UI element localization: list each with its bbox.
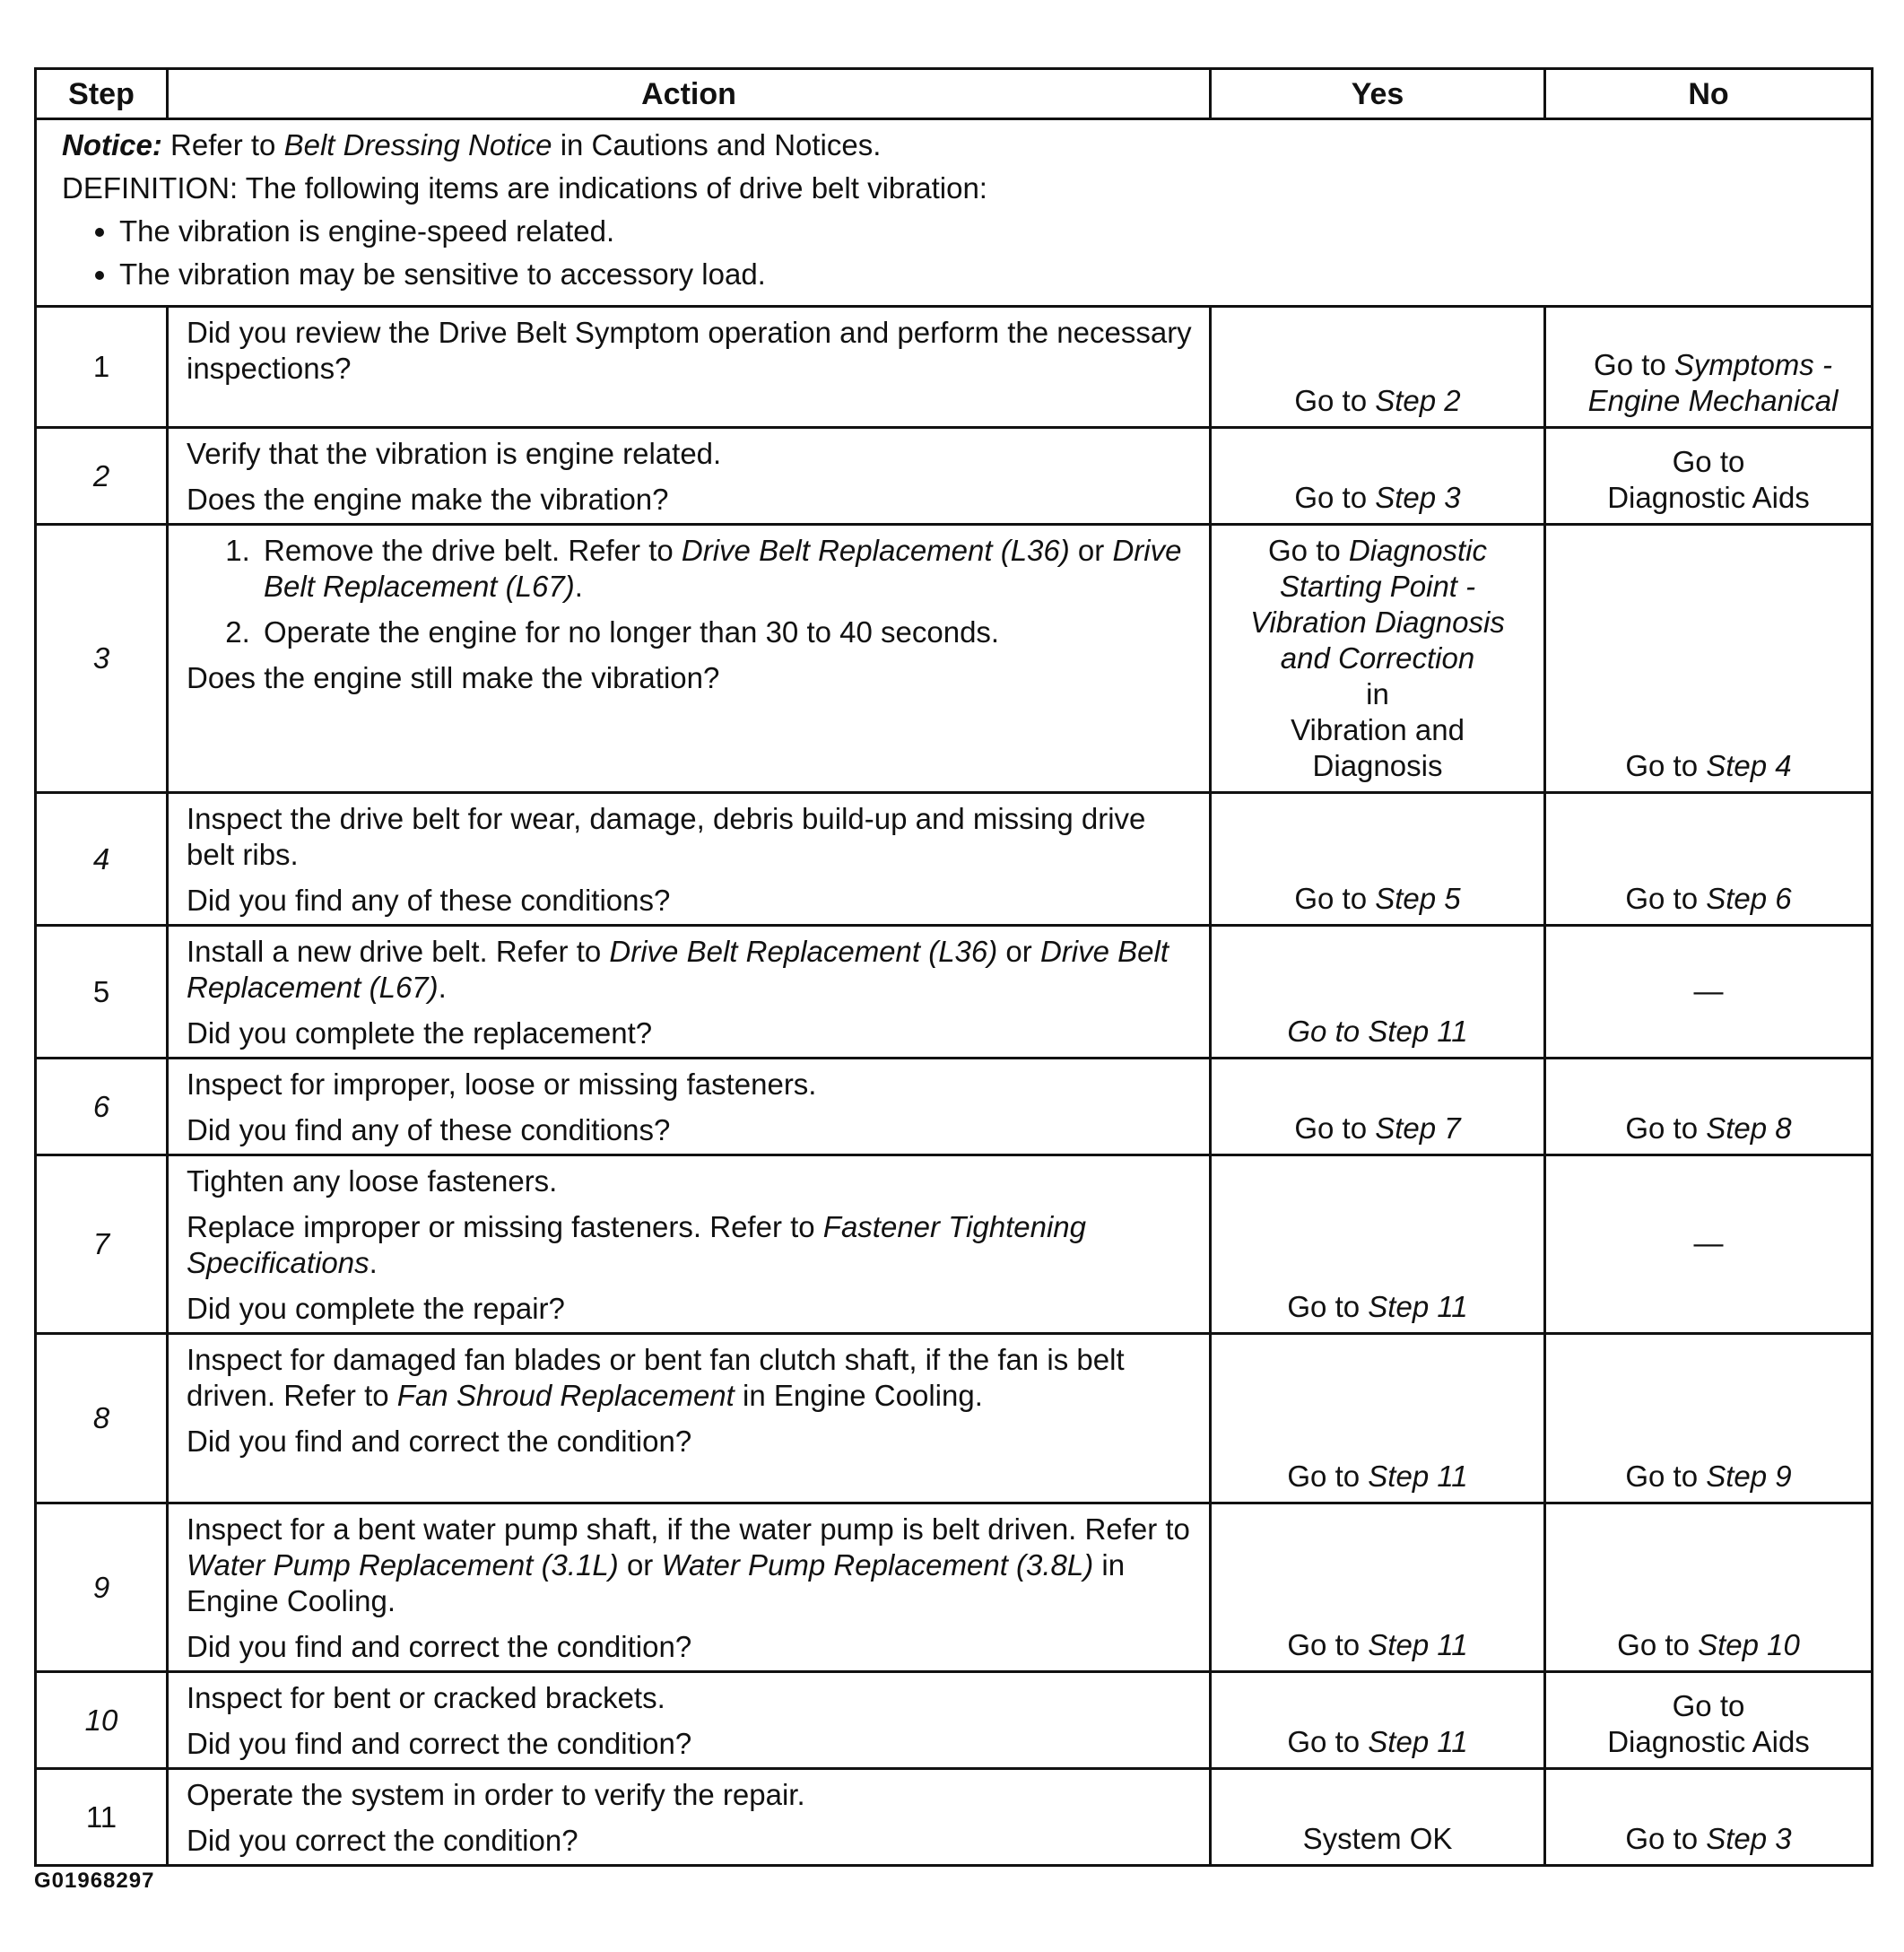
- step-number: 3: [36, 525, 168, 793]
- action-question: Does the engine make the vibration?: [187, 483, 669, 516]
- table-row: [36, 1155, 1873, 1334]
- list-item: 2. Operate the engine for no longer than 30 to 40 seconds.: [258, 614, 1193, 650]
- bullet-item: • The vibration may be sensitive to accessory load.: [119, 257, 1853, 292]
- notice-row: [36, 119, 1873, 307]
- yes-link[interactable]: Step 11: [1368, 1725, 1468, 1758]
- yes-text: Go to: [1294, 481, 1376, 514]
- step-number: 6: [36, 1059, 168, 1155]
- action-text: Operate the system in order to verify the repair.: [187, 1778, 805, 1811]
- table-row: [36, 1503, 1873, 1672]
- action-text-part: in Engine Cooling.: [734, 1379, 983, 1412]
- notice-label: Notice:: [62, 128, 162, 161]
- diagnostic-table: [34, 67, 1874, 1867]
- no-cell: [1545, 525, 1873, 793]
- no-link[interactable]: Step 9: [1706, 1460, 1792, 1493]
- yes-text: Vibration and: [1291, 713, 1465, 746]
- definition-bullets: [62, 214, 1853, 292]
- notice-text: Refer to: [161, 128, 284, 161]
- action-text-part: .: [438, 971, 447, 1004]
- no-text: Go to: [1617, 1628, 1699, 1661]
- no-text: Go to: [1625, 1822, 1707, 1855]
- yes-link[interactable]: Step 7: [1375, 1111, 1461, 1145]
- no-cell: [1545, 793, 1873, 926]
- no-link[interactable]: Step 4: [1706, 749, 1792, 782]
- no-dash: —: [1693, 1226, 1724, 1259]
- action-text: Tighten any loose fasteners.: [187, 1164, 558, 1198]
- header-action: Action: [168, 69, 1211, 119]
- yes-text: Go to: [1268, 534, 1349, 567]
- yes-link[interactable]: Step 11: [1368, 1015, 1468, 1048]
- yes-cell: [1211, 1672, 1545, 1769]
- yes-line: [1219, 640, 1536, 676]
- no-cell: [1545, 926, 1873, 1059]
- step-number: 11: [36, 1769, 168, 1866]
- step-number: 4: [36, 793, 168, 926]
- no-cell: [1545, 1769, 1873, 1866]
- no-cell: [1545, 1059, 1873, 1155]
- action-cell: [168, 1334, 1211, 1503]
- yes-text: Go to: [1294, 1111, 1376, 1145]
- action-list: [187, 533, 1193, 650]
- action-cell: [168, 1672, 1211, 1769]
- no-text: Go to: [1625, 1460, 1707, 1493]
- yes-line: [1219, 533, 1536, 569]
- step-number: 5: [36, 926, 168, 1059]
- header-no: No: [1545, 69, 1873, 119]
- no-link[interactable]: Diagnostic Aids: [1607, 481, 1810, 514]
- table-row: [36, 1769, 1873, 1866]
- action-link[interactable]: Water Pump Replacement (3.8L): [661, 1548, 1094, 1582]
- yes-text: Diagnosis: [1312, 749, 1443, 782]
- step-number: 1: [36, 307, 168, 428]
- yes-cell: [1211, 1503, 1545, 1672]
- action-cell: [168, 1155, 1211, 1334]
- yes-cell: [1211, 1155, 1545, 1334]
- item-link[interactable]: Drive Belt Replacement (L36): [681, 534, 1070, 567]
- yes-cell: [1211, 1059, 1545, 1155]
- yes-link[interactable]: Step 2: [1375, 384, 1461, 417]
- action-cell: [168, 1503, 1211, 1672]
- yes-line: [1219, 569, 1536, 605]
- yes-cell: [1211, 428, 1545, 525]
- action-text-part: Replace improper or missing fasteners. Refer to: [187, 1210, 823, 1243]
- no-link[interactable]: Symptoms - Engine Mechanical: [1587, 348, 1839, 417]
- no-cell: [1545, 307, 1873, 428]
- yes-text: Go to: [1287, 1015, 1369, 1048]
- item-text: Remove the drive belt. Refer to: [264, 534, 682, 567]
- step-number: 8: [36, 1334, 168, 1503]
- step-number: 9: [36, 1503, 168, 1672]
- yes-link[interactable]: Vibration Diagnosis: [1250, 606, 1505, 639]
- action-cell: [168, 428, 1211, 525]
- no-text: Go to: [1672, 1689, 1745, 1722]
- yes-cell: [1211, 307, 1545, 428]
- yes-link[interactable]: Step 5: [1375, 882, 1461, 915]
- yes-cell: [1211, 1769, 1545, 1866]
- no-text: Go to: [1672, 445, 1745, 478]
- table-row: [36, 793, 1873, 926]
- action-text-part: or: [997, 935, 1040, 968]
- action-cell: [168, 793, 1211, 926]
- action-question: Did you find any of these conditions?: [187, 1113, 671, 1146]
- action-text: Inspect for improper, loose or missing fasteners.: [187, 1068, 817, 1101]
- yes-link[interactable]: Diagnostic: [1348, 534, 1487, 567]
- action-link[interactable]: Drive Belt Replacement (L67): [187, 935, 1169, 1004]
- notice-line: [62, 127, 1853, 163]
- no-cell: [1545, 1334, 1873, 1503]
- action-text: Did you review the Drive Belt Symptom operation and perform the necessary inspections?: [187, 316, 1192, 385]
- no-dash: —: [1693, 973, 1724, 1007]
- yes-link[interactable]: Step 11: [1368, 1628, 1468, 1661]
- header-step: Step: [36, 69, 168, 119]
- no-link[interactable]: Step 6: [1706, 882, 1792, 915]
- no-link[interactable]: Step 3: [1706, 1822, 1792, 1855]
- no-cell: [1545, 1672, 1873, 1769]
- yes-text: Go to: [1287, 1290, 1369, 1323]
- yes-text: System OK: [1302, 1822, 1453, 1855]
- no-text: Go to: [1594, 348, 1674, 381]
- yes-link[interactable]: Step 11: [1368, 1290, 1468, 1323]
- yes-cell: [1211, 1334, 1545, 1503]
- bullet-item: • The vibration is engine-speed related.: [119, 214, 1853, 249]
- action-link[interactable]: Fastener Tightening Specifications: [187, 1210, 1087, 1279]
- header-row: [36, 69, 1873, 119]
- no-text: Go to: [1625, 882, 1707, 915]
- yes-text: in: [1366, 677, 1389, 710]
- definition-line: DEFINITION: The following items are indications of drive belt vibration:: [62, 171, 987, 205]
- action-cell: [168, 1769, 1211, 1866]
- yes-text: Go to: [1287, 1460, 1369, 1493]
- yes-link[interactable]: Step 3: [1375, 481, 1461, 514]
- yes-cell: [1211, 793, 1545, 926]
- notice-cell: [36, 119, 1873, 307]
- item-text: or: [1069, 534, 1113, 567]
- header-yes: Yes: [1211, 69, 1545, 119]
- action-question: Did you find and correct the condition?: [187, 1727, 692, 1760]
- notice-link[interactable]: Belt Dressing Notice: [283, 128, 552, 161]
- action-text-part: in Engine Cooling.: [187, 1548, 1126, 1617]
- yes-text: Go to: [1294, 882, 1376, 915]
- action-text: Inspect for bent or cracked brackets.: [187, 1681, 665, 1714]
- step-number: 7: [36, 1155, 168, 1334]
- yes-link[interactable]: Step 11: [1368, 1460, 1468, 1493]
- no-link[interactable]: Step 8: [1706, 1111, 1792, 1145]
- table-row: [36, 525, 1873, 793]
- table-row: [36, 1672, 1873, 1769]
- list-item: [258, 533, 1193, 605]
- no-cell: [1545, 1503, 1873, 1672]
- item-text: .: [574, 570, 583, 603]
- step-number: 2: [36, 428, 168, 525]
- no-link[interactable]: Step 10: [1698, 1628, 1800, 1661]
- action-question: Did you complete the repair?: [187, 1292, 565, 1325]
- no-text: Go to: [1625, 1111, 1707, 1145]
- table-row: [36, 1059, 1873, 1155]
- action-link[interactable]: Fan Shroud Replacement: [396, 1379, 735, 1412]
- no-link[interactable]: Diagnostic Aids: [1607, 1725, 1810, 1758]
- action-text-part: or: [618, 1548, 662, 1582]
- yes-text: Go to: [1287, 1628, 1369, 1661]
- no-cell: [1545, 428, 1873, 525]
- action-question: Did you complete the replacement?: [187, 1016, 653, 1050]
- table-row: [36, 428, 1873, 525]
- action-text: [187, 934, 1193, 1006]
- yes-text: Go to: [1287, 1725, 1369, 1758]
- yes-link[interactable]: and Correction: [1280, 641, 1475, 675]
- action-question: Did you find and correct the condition?: [187, 1425, 692, 1458]
- figure-id: G01968297: [34, 1869, 155, 1893]
- table-row: [36, 307, 1873, 428]
- action-text-part: .: [369, 1246, 378, 1279]
- action-text: [187, 1512, 1193, 1619]
- action-text-part: Inspect for a bent water pump shaft, if the water pump is belt driven. Refer to: [187, 1512, 1190, 1546]
- action-text: [187, 1342, 1193, 1414]
- notice-text-end: in Cautions and Notices.: [552, 128, 882, 161]
- action-cell: [168, 525, 1211, 793]
- item-link[interactable]: Drive Belt Replacement (L67): [264, 534, 1182, 603]
- action-question: Did you find any of these conditions?: [187, 884, 671, 917]
- yes-link[interactable]: Starting Point -: [1279, 570, 1476, 603]
- action-link[interactable]: Water Pump Replacement (3.1L): [187, 1548, 619, 1582]
- action-question: Does the engine still make the vibration?: [187, 661, 720, 694]
- table-row: [36, 1334, 1873, 1503]
- yes-text: Go to: [1294, 384, 1376, 417]
- yes-cell: [1211, 926, 1545, 1059]
- table-row: [36, 926, 1873, 1059]
- action-cell: [168, 307, 1211, 428]
- action-cell: [168, 926, 1211, 1059]
- action-link[interactable]: Drive Belt Replacement (L36): [609, 935, 998, 968]
- no-cell: [1545, 1155, 1873, 1334]
- action-text: Verify that the vibration is engine related.: [187, 437, 722, 470]
- no-text: Go to: [1625, 749, 1707, 782]
- action-question: Did you find and correct the condition?: [187, 1630, 692, 1663]
- yes-line: [1219, 605, 1536, 640]
- action-question: Did you correct the condition?: [187, 1824, 578, 1857]
- action-text: [187, 1209, 1193, 1281]
- action-text-part: Install a new drive belt. Refer to: [187, 935, 610, 968]
- action-text: Inspect the drive belt for wear, damage, debris build-up and missing drive belt ribs.: [187, 802, 1146, 871]
- action-cell: [168, 1059, 1211, 1155]
- yes-cell: [1211, 525, 1545, 793]
- action-text-part: Inspect for damaged fan blades or bent fan clutch shaft, if the fan is belt driven. Refer to: [187, 1343, 1125, 1412]
- step-number: 10: [36, 1672, 168, 1769]
